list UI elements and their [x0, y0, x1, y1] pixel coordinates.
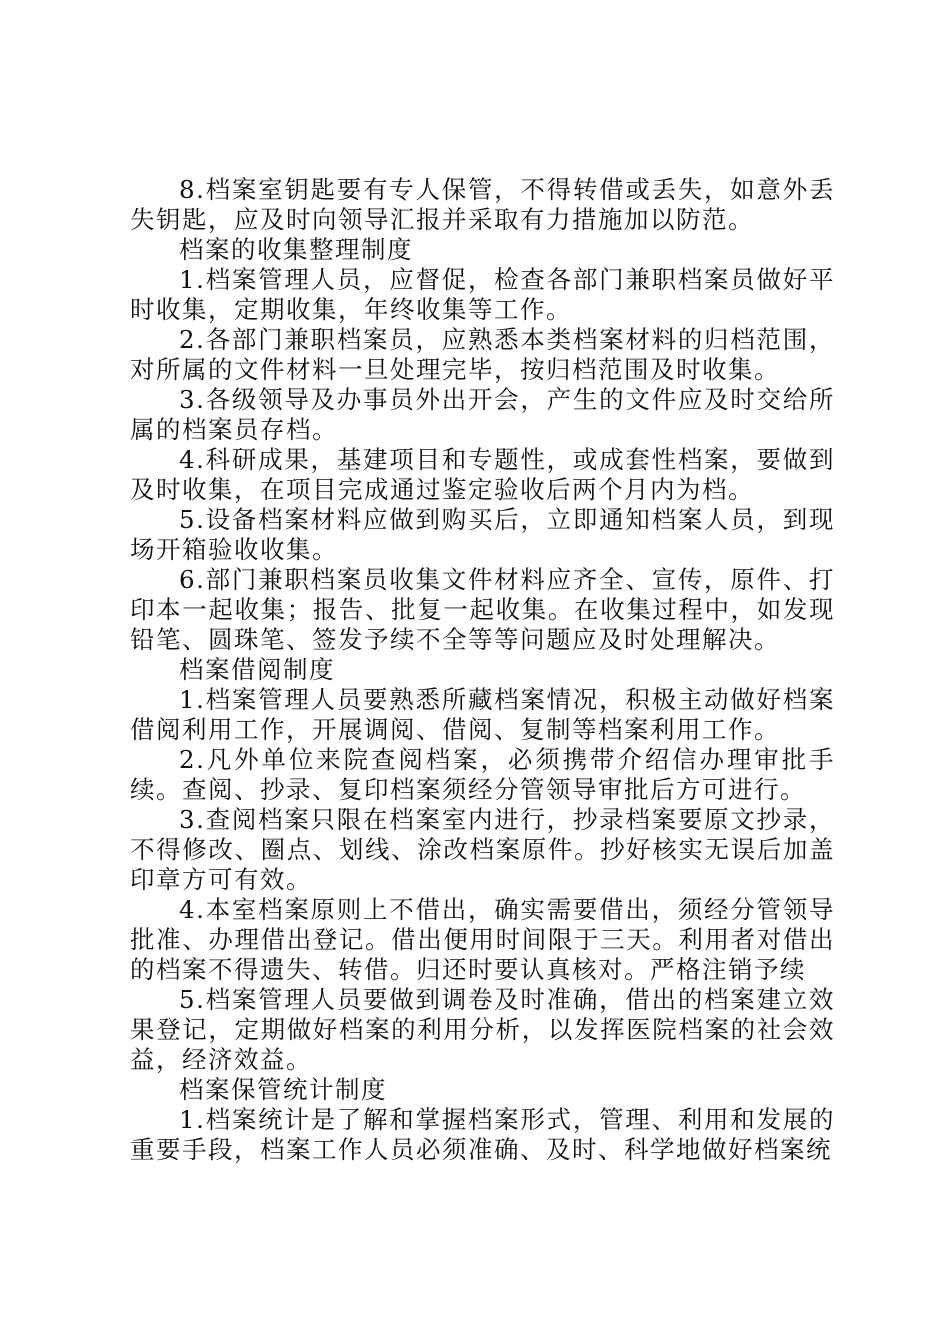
paragraph-collection-6: 6.部门兼职档案员收集文件材料应齐全、宣传，原件、打印本一起收集；报告、批复一起收集。在收集过程中，如发现铅笔、圆珠笔、签发予续不全等等问题应及时处理解决。 — [130, 565, 835, 654]
paragraph-statistics-1: 1.档案统计是了解和掌握档案形式，管理、利用和发展的重要手段，档案工作人员必须准确、及时、科学地做好档案统 — [130, 1105, 835, 1164]
paragraph-borrowing-1: 1.档案管理人员要熟悉所藏档案情况，积极主动做好档案借阅利用工作，开展调阅、借阅、复制等档案利用工作。 — [130, 685, 835, 744]
paragraph-borrowing-5: 5.档案管理人员要做到调卷及时准确，借出的档案建立效果登记，定期做好档案的利用分析，以发挥医院档案的社会效益，经济效益。 — [130, 985, 835, 1074]
paragraph-borrowing-3: 3.查阅档案只限在档案室内进行，抄录档案要原文抄录，不得修改、圈点、划线、涂改档案原件。抄好核实无误后加盖印章方可有效。 — [130, 805, 835, 894]
document-body — [130, 175, 835, 1165]
paragraph-collection-2: 2.各部门兼职档案员，应熟悉本类档案材料的归档范围，对所属的文件材料一旦处理完毕，按归档范围及时收集。 — [130, 325, 835, 384]
section-heading-statistics: 档案保管统计制度 — [179, 1075, 387, 1104]
paragraph-borrowing-4: 4.本室档案原则上不借出，确实需要借出，须经分管领导批准、办理借出登记。借出便用时间限于三天。利用者对借出的档案不得遗失、转借。归还时要认真核对。严格注销予续 — [130, 895, 835, 984]
paragraph-borrowing-2: 2.凡外单位来院查阅档案，必须携带介绍信办理审批手续。查阅、抄录、复印档案须经分管领导审批后方可进行。 — [130, 745, 835, 804]
paragraph-key-custody: 8.档案室钥匙要有专人保管，不得转借或丢失，如意外丢失钥匙，应及时向领导汇报并采取有力措施加以防范。 — [130, 175, 835, 234]
paragraph-collection-5: 5.设备档案材料应做到购买后，立即通知档案人员，到现场开箱验收收集。 — [130, 505, 835, 564]
section-heading-collection: 档案的收集整理制度 — [179, 235, 413, 264]
section-heading-borrowing: 档案借阅制度 — [179, 655, 335, 684]
paragraph-collection-4: 4.科研成果，基建项目和专题性，或成套性档案，要做到及时收集，在项目完成通过鉴定验收后两个月内为档。 — [130, 445, 835, 504]
paragraph-collection-1: 1.档案管理人员，应督促，检查各部门兼职档案员做好平时收集，定期收集，年终收集等工作。 — [130, 265, 835, 324]
paragraph-collection-3: 3.各级领导及办事员外出开会，产生的文件应及时交给所属的档案员存档。 — [130, 385, 835, 444]
